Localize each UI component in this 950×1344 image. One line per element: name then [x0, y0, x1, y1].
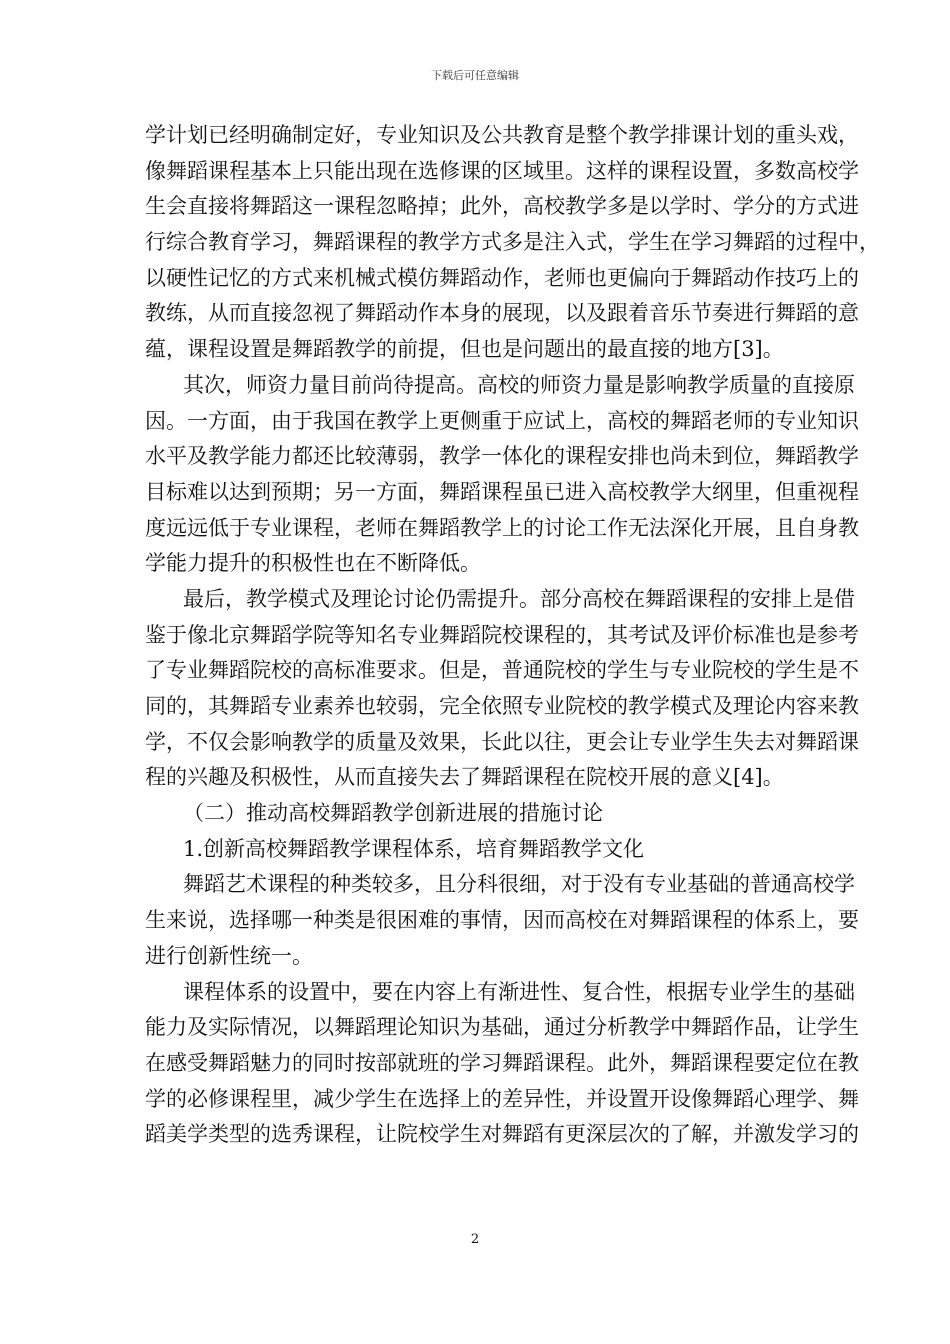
text-line: 像舞蹈课程基本上只能出现在选修课的区域里。这样的课程设置，多数高校学 [145, 158, 859, 183]
text-line: 教练，从而直接忽视了舞蹈动作本身的展现，以及跟着音乐节奏进行舞蹈的意 [145, 301, 859, 326]
text-line: 生会直接将舞蹈这一课程忽略掉；此外，高校教学多是以学时、学分的方式进 [145, 194, 859, 219]
text-line: 同的，其舞蹈专业素养也较弱，完全依照专业院校的教学模式及理论内容来教 [145, 694, 859, 718]
paragraph [145, 582, 859, 796]
paragraph [145, 975, 859, 1153]
text-line: 鉴于像北京舞蹈学院等知名专业舞蹈院校课程的，其考试及评价标准也是参考 [145, 622, 859, 647]
text-line: 舞蹈艺术课程的种类较多，且分科很细，对于没有专业基础的普通高校学 [183, 872, 855, 897]
text-line: 学计划已经明确制定好，专业知识及公共教育是整个教学排课计划的重头戏， [145, 123, 859, 147]
paragraph [145, 368, 859, 582]
text-line: 其次，师资力量目前尚待提高。高校的师资力量是影响教学质量的直接原 [183, 372, 855, 397]
page-number: 2 [470, 1232, 480, 1247]
text-line: 学的必修课程里，减少学生在选择上的差异性，并设置开设像舞蹈心理学、舞 [145, 1086, 859, 1111]
text-line: 最后，教学模式及理论讨论仍需提升。部分高校在舞蹈课程的安排上是借 [183, 586, 855, 611]
page-header: 下载后可任意编辑 [431, 69, 519, 82]
text-line: 程的兴趣及积极性，从而直接失去了舞蹈课程在院校开展的意义[4]。 [145, 765, 784, 790]
text-line: 蕴，课程设置是舞蹈教学的前提，但也是问题出的最直接的地方[3]。 [145, 337, 784, 362]
paragraph [145, 796, 813, 832]
text-line: （二）推动高校舞蹈教学创新进展的措施讨论 [183, 801, 603, 826]
text-line: 在感受舞蹈魅力的同时按部就班的学习舞蹈课程。此外，舞蹈课程要定位在教 [145, 1050, 859, 1075]
text-line: 课程体系的设置中，要在内容上有渐进性、复合性，根据专业学生的基础 [183, 979, 855, 1004]
text-line: 进行创新性统一。 [145, 943, 313, 968]
text-line: 水平及教学能力都还比较薄弱，教学一体化的课程安排也尚未到位，舞蹈教学 [145, 444, 859, 469]
text-line: 因。一方面，由于我国在教学上更侧重于应试上，高校的舞蹈老师的专业知识 [145, 408, 859, 433]
text-line: 了专业舞蹈院校的高标准要求。但是，普通院校的学生与专业院校的学生是不 [145, 658, 859, 683]
paragraph [145, 832, 813, 868]
text-line: 度远远低于专业课程，老师在舞蹈教学上的讨论工作无法深化开展，且自身教 [145, 515, 859, 540]
text-line: 能力及实际情况，以舞蹈理论知识为基础，通过分析教学中舞蹈作品，让学生 [145, 1015, 859, 1040]
paragraph [145, 867, 859, 974]
document-body [145, 118, 880, 1153]
text-line: 以硬性记忆的方式来机械式模仿舞蹈动作，老师也更偏向于舞蹈动作技巧上的 [145, 265, 859, 290]
text-line: 1.创新高校舞蹈教学课程体系，培育舞蹈教学文化 [183, 836, 645, 861]
text-line: 学能力提升的积极性也在不断降低。 [145, 551, 481, 576]
text-line: 生来说，选择哪一种类是很困难的事情，因而高校在对舞蹈课程的体系上，要 [145, 908, 859, 933]
text-line: 蹈美学类型的选秀课程，让院校学生对舞蹈有更深层次的了解，并激发学习的 [145, 1122, 859, 1147]
text-line: 行综合教育学习，舞蹈课程的教学方式多是注入式，学生在学习舞蹈的过程中， [145, 230, 880, 255]
text-line: 学，不仅会影响教学的质量及效果，长此以往，更会让专业学生失去对舞蹈课 [145, 729, 859, 754]
text-line: 目标难以达到预期；另一方面，舞蹈课程虽已进入高校教学大纲里，但重视程 [145, 479, 859, 504]
paragraph [145, 118, 880, 368]
